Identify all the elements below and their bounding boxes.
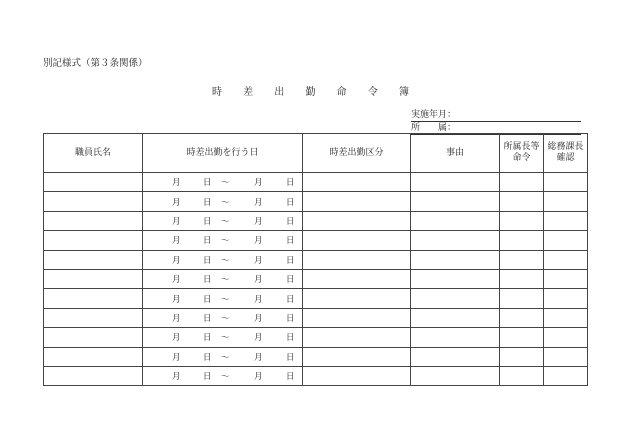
month-label: 月 bbox=[172, 372, 181, 383]
day-label: 日 bbox=[203, 352, 212, 363]
employee-name-cell[interactable] bbox=[44, 347, 143, 366]
reason-cell[interactable] bbox=[411, 347, 500, 366]
month-label: 月 bbox=[254, 352, 263, 363]
confirm-cell[interactable] bbox=[544, 347, 588, 366]
category-cell[interactable] bbox=[303, 269, 411, 288]
manager-order-cell[interactable] bbox=[500, 347, 544, 366]
month-label: 月 bbox=[172, 294, 181, 305]
month-label: 月 bbox=[254, 255, 263, 266]
employee-name-cell[interactable] bbox=[44, 289, 143, 308]
employee-name-cell[interactable] bbox=[44, 192, 143, 211]
category-cell[interactable] bbox=[303, 231, 411, 250]
day-label: 日 bbox=[286, 216, 295, 227]
manager-order-cell[interactable] bbox=[500, 308, 544, 327]
table-row bbox=[44, 308, 588, 327]
employee-name-cell[interactable] bbox=[44, 211, 143, 230]
category-cell[interactable] bbox=[303, 250, 411, 269]
confirm-cell[interactable] bbox=[544, 192, 588, 211]
range-tilde: ～ bbox=[221, 333, 230, 344]
table-row bbox=[44, 211, 588, 230]
header-staggered-date: 時差出勤を行う日 bbox=[143, 134, 303, 173]
order-ledger-table bbox=[43, 133, 588, 386]
month-label: 月 bbox=[172, 178, 181, 189]
reason-cell[interactable] bbox=[411, 269, 500, 288]
day-label: 日 bbox=[286, 333, 295, 344]
header-staggered-category: 時差出勤区分 bbox=[303, 134, 411, 173]
range-tilde: ～ bbox=[221, 255, 230, 266]
category-cell[interactable] bbox=[303, 366, 411, 385]
date-range-cell[interactable] bbox=[143, 328, 303, 347]
month-label: 月 bbox=[172, 333, 181, 344]
manager-order-cell[interactable] bbox=[500, 173, 544, 192]
table-row bbox=[44, 269, 588, 288]
month-label: 月 bbox=[254, 313, 263, 324]
reason-cell[interactable] bbox=[411, 366, 500, 385]
day-label: 日 bbox=[286, 275, 295, 286]
category-cell[interactable] bbox=[303, 192, 411, 211]
confirm-cell[interactable] bbox=[544, 308, 588, 327]
month-label: 月 bbox=[172, 255, 181, 266]
day-label: 日 bbox=[286, 372, 295, 383]
day-label: 日 bbox=[203, 294, 212, 305]
reason-cell[interactable] bbox=[411, 308, 500, 327]
manager-order-cell[interactable] bbox=[500, 250, 544, 269]
reason-cell[interactable] bbox=[411, 289, 500, 308]
document-title: 時 差 出 勤 命 令 簿 bbox=[211, 87, 419, 98]
range-tilde: ～ bbox=[221, 236, 230, 247]
day-label: 日 bbox=[203, 197, 212, 208]
manager-order-cell[interactable] bbox=[500, 192, 544, 211]
employee-name-cell[interactable] bbox=[44, 366, 143, 385]
confirm-cell[interactable] bbox=[544, 289, 588, 308]
day-label: 日 bbox=[203, 216, 212, 227]
manager-order-cell[interactable] bbox=[500, 231, 544, 250]
table-row bbox=[44, 347, 588, 366]
month-label: 月 bbox=[254, 178, 263, 189]
category-cell[interactable] bbox=[303, 211, 411, 230]
day-label: 日 bbox=[203, 178, 212, 189]
day-label: 日 bbox=[203, 372, 212, 383]
implementation-date-field[interactable] bbox=[411, 110, 581, 122]
category-cell[interactable] bbox=[303, 308, 411, 327]
implementation-date-label: 実施年月： bbox=[411, 110, 457, 120]
date-range-cell[interactable] bbox=[143, 250, 303, 269]
table-row bbox=[44, 289, 588, 308]
header-general-affairs-confirm: 総務課長確認 bbox=[544, 134, 588, 173]
department-label: 所 属： bbox=[411, 123, 457, 133]
month-label: 月 bbox=[254, 294, 263, 305]
confirm-cell[interactable] bbox=[544, 328, 588, 347]
header-manager-order: 所属長等命令 bbox=[500, 134, 544, 173]
month-label: 月 bbox=[254, 236, 263, 247]
employee-name-cell[interactable] bbox=[44, 173, 143, 192]
day-label: 日 bbox=[286, 352, 295, 363]
range-tilde: ～ bbox=[221, 372, 230, 383]
day-label: 日 bbox=[286, 294, 295, 305]
day-label: 日 bbox=[203, 275, 212, 286]
employee-name-cell[interactable] bbox=[44, 250, 143, 269]
date-range-cell[interactable] bbox=[143, 308, 303, 327]
manager-order-cell[interactable] bbox=[500, 289, 544, 308]
manager-order-cell[interactable] bbox=[500, 328, 544, 347]
range-tilde: ～ bbox=[221, 275, 230, 286]
day-label: 日 bbox=[286, 313, 295, 324]
date-range-cell[interactable] bbox=[143, 366, 303, 385]
month-label: 月 bbox=[254, 216, 263, 227]
month-label: 月 bbox=[172, 216, 181, 227]
confirm-cell[interactable] bbox=[544, 269, 588, 288]
category-cell[interactable] bbox=[303, 347, 411, 366]
table-row bbox=[44, 231, 588, 250]
range-tilde: ～ bbox=[221, 178, 230, 189]
month-label: 月 bbox=[254, 197, 263, 208]
range-tilde: ～ bbox=[221, 313, 230, 324]
table-row bbox=[44, 192, 588, 211]
range-tilde: ～ bbox=[221, 216, 230, 227]
employee-name-cell[interactable] bbox=[44, 269, 143, 288]
reason-cell[interactable] bbox=[411, 192, 500, 211]
month-label: 月 bbox=[172, 236, 181, 247]
confirm-cell[interactable] bbox=[544, 231, 588, 250]
month-label: 月 bbox=[254, 333, 263, 344]
day-label: 日 bbox=[203, 313, 212, 324]
category-cell[interactable] bbox=[303, 173, 411, 192]
date-range-cell[interactable] bbox=[143, 231, 303, 250]
table-body bbox=[44, 173, 588, 386]
confirm-cell[interactable] bbox=[544, 366, 588, 385]
category-cell[interactable] bbox=[303, 289, 411, 308]
date-range-cell[interactable] bbox=[143, 192, 303, 211]
day-label: 日 bbox=[286, 178, 295, 189]
reason-cell[interactable] bbox=[411, 250, 500, 269]
category-cell[interactable] bbox=[303, 328, 411, 347]
table-header-row bbox=[44, 134, 588, 173]
reason-cell[interactable] bbox=[411, 173, 500, 192]
table-row bbox=[44, 328, 588, 347]
header-employee-name: 職員氏名 bbox=[44, 134, 143, 173]
date-range-cell[interactable] bbox=[143, 211, 303, 230]
employee-name-cell[interactable] bbox=[44, 328, 143, 347]
day-label: 日 bbox=[286, 236, 295, 247]
table-row bbox=[44, 250, 588, 269]
month-label: 月 bbox=[254, 372, 263, 383]
manager-order-cell[interactable] bbox=[500, 211, 544, 230]
reason-cell[interactable] bbox=[411, 211, 500, 230]
range-tilde: ～ bbox=[221, 197, 230, 208]
confirm-cell[interactable] bbox=[544, 250, 588, 269]
month-label: 月 bbox=[172, 197, 181, 208]
employee-name-cell[interactable] bbox=[44, 308, 143, 327]
date-range-cell[interactable] bbox=[143, 289, 303, 308]
employee-name-cell[interactable] bbox=[44, 231, 143, 250]
header-reason: 事由 bbox=[411, 134, 500, 173]
date-range-cell[interactable] bbox=[143, 173, 303, 192]
day-label: 日 bbox=[286, 197, 295, 208]
date-range-cell[interactable] bbox=[143, 269, 303, 288]
form-reference-label: 別記様式（第３条関係） bbox=[43, 58, 148, 69]
day-label: 日 bbox=[203, 333, 212, 344]
confirm-cell[interactable] bbox=[544, 211, 588, 230]
day-label: 日 bbox=[203, 255, 212, 266]
confirm-cell[interactable] bbox=[544, 173, 588, 192]
month-label: 月 bbox=[254, 275, 263, 286]
reason-cell[interactable] bbox=[411, 328, 500, 347]
range-tilde: ～ bbox=[221, 294, 230, 305]
manager-order-cell[interactable] bbox=[500, 366, 544, 385]
table-row bbox=[44, 366, 588, 385]
day-label: 日 bbox=[286, 255, 295, 266]
day-label: 日 bbox=[203, 236, 212, 247]
table-row bbox=[44, 173, 588, 192]
manager-order-cell[interactable] bbox=[500, 269, 544, 288]
month-label: 月 bbox=[172, 352, 181, 363]
month-label: 月 bbox=[172, 313, 181, 324]
range-tilde: ～ bbox=[221, 352, 230, 363]
reason-cell[interactable] bbox=[411, 231, 500, 250]
month-label: 月 bbox=[172, 275, 181, 286]
date-range-cell[interactable] bbox=[143, 347, 303, 366]
